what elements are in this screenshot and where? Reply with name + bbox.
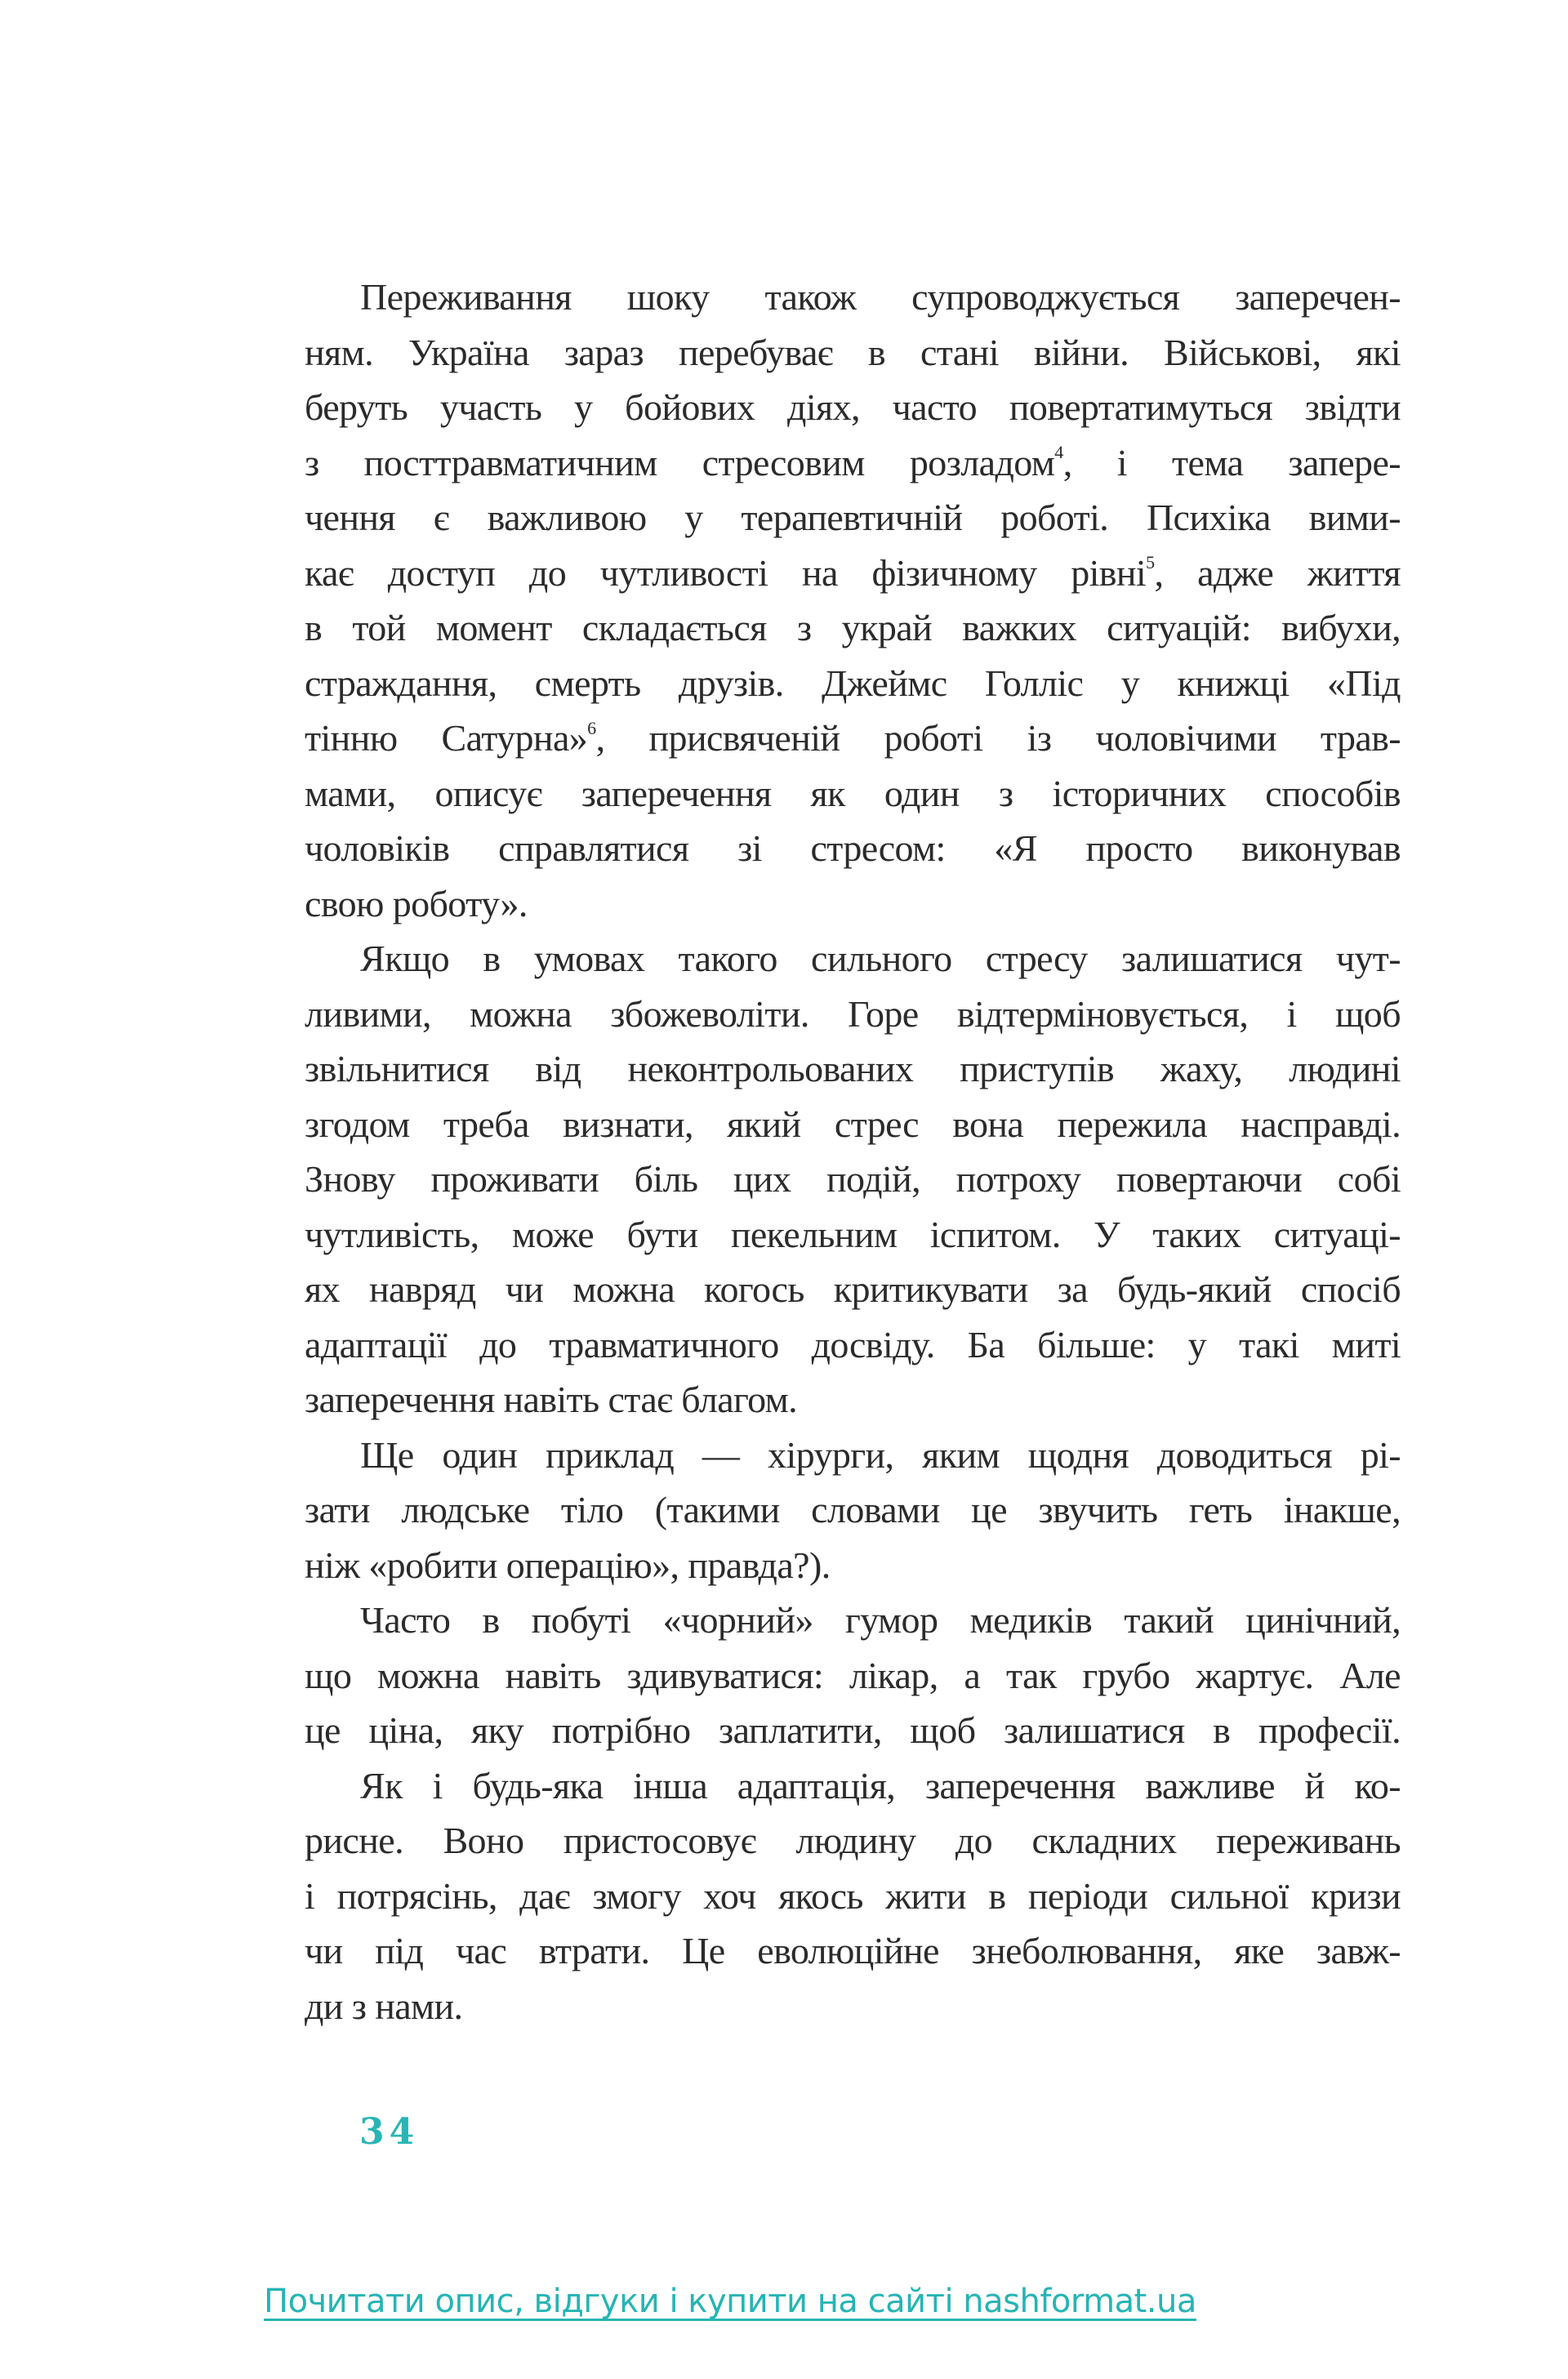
text-line: ди з нами. xyxy=(305,1985,463,2027)
text-line: ням. Україна зараз перебуває в стані війни. Військові, які xyxy=(305,331,1401,373)
text-line: Знову проживати біль цих подій, потроху повертаючи собі xyxy=(305,1158,1401,1200)
text-line: заперечення навіть стає благом. xyxy=(305,1379,798,1420)
buy-on-nashformat-link[interactable]: Почитати опис, відгуки і купити на сайті nashformat.ua xyxy=(264,2283,1196,2320)
footnote-marker: 4 xyxy=(1054,442,1063,463)
text-line: звільнитися від неконтрольованих приступів жаху, людині xyxy=(305,1048,1401,1089)
text-line: Часто в побуті «чорний» гумор медиків такий цинічний, xyxy=(360,1599,1401,1641)
text-line: чоловіків справлятися зі стресом: «Я просто виконував xyxy=(305,827,1401,869)
text-segment: тінню Сатурна» xyxy=(305,717,588,759)
page-number: 34 xyxy=(359,2111,420,2153)
text-line xyxy=(305,711,1401,766)
footnote-marker: 6 xyxy=(587,717,596,738)
text-line: Якщо в умовах такого сильного стресу залишатися чут- xyxy=(360,938,1401,979)
text-line: чення є важливою у терапевтичній роботі. Психіка вими- xyxy=(305,497,1401,538)
paragraph-2 xyxy=(305,931,1401,1428)
text-line: рисне. Воно пристосовує людину до складних переживань xyxy=(305,1820,1401,1861)
text-segment: кає доступ до чутливості на фізичному рівні xyxy=(305,551,1147,594)
text-line: це ціна, яку потрібно заплатити, щоб залишатися в професії. xyxy=(305,1709,1401,1751)
text-line: чутливість, може бути пекельним іспитом. У таких ситуаці- xyxy=(305,1213,1401,1255)
text-line: страждання, смерть друзів. Джеймс Голліс у книжці «Під xyxy=(305,662,1401,704)
text-line: Переживання шоку також супроводжується заперечен- xyxy=(360,276,1401,318)
text-segment: , адже життя xyxy=(1154,551,1401,594)
text-line: мами, описує заперечення як один з історичних способів xyxy=(305,772,1401,814)
text-line: адаптації до травматичного досвіду. Ба більше: у такі миті xyxy=(305,1323,1401,1365)
text-line: беруть участь у бойових діях, часто повертатимуться звідти xyxy=(305,386,1401,428)
text-segment: з посттравматичним стресовим розладом xyxy=(305,441,1055,483)
book-page-body xyxy=(305,270,1401,2034)
text-line: Ще один приклад — хірурги, яким щодня доводиться рі- xyxy=(360,1433,1401,1476)
footnote-marker: 5 xyxy=(1146,552,1155,573)
text-line: зати людське тіло (такими словами це звучить геть інакше, xyxy=(305,1489,1401,1530)
text-line: згодом треба визнати, який стрес вона пережила насправді. xyxy=(305,1103,1401,1145)
text-line: ливими, можна збожеволіти. Горе відтерміновується, і щоб xyxy=(305,992,1401,1035)
text-segment: , і тема запере- xyxy=(1062,441,1401,483)
text-line: ях навряд чи можна когось критикувати за будь-який спосіб xyxy=(305,1268,1401,1310)
paragraph-3 xyxy=(305,1428,1401,1593)
text-line: свою роботу». xyxy=(305,882,528,924)
text-line xyxy=(305,546,1401,601)
text-segment: , присвяченій роботі із чоловічими трав- xyxy=(595,717,1401,759)
text-line: чи під час втрати. Це еволюційне знеболювання, яке завж- xyxy=(305,1930,1401,1971)
text-line xyxy=(305,435,1401,491)
text-line: і потрясінь, дає змогу хоч якось жити в періоди сильної кризи xyxy=(305,1874,1401,1917)
paragraph-5 xyxy=(305,1758,1401,2034)
text-line: що можна навіть здивуватися: лікар, а так грубо жартує. Але xyxy=(305,1654,1401,1696)
text-line: Як і будь-яка інша адаптація, заперечення важливе й ко- xyxy=(360,1764,1401,1807)
paragraph-1 xyxy=(305,270,1401,931)
text-line: в той момент складається з украй важких ситуацій: вибухи, xyxy=(305,607,1401,648)
paragraph-4 xyxy=(305,1593,1401,1758)
text-line: ніж «робити операцію», правда?). xyxy=(305,1544,831,1586)
